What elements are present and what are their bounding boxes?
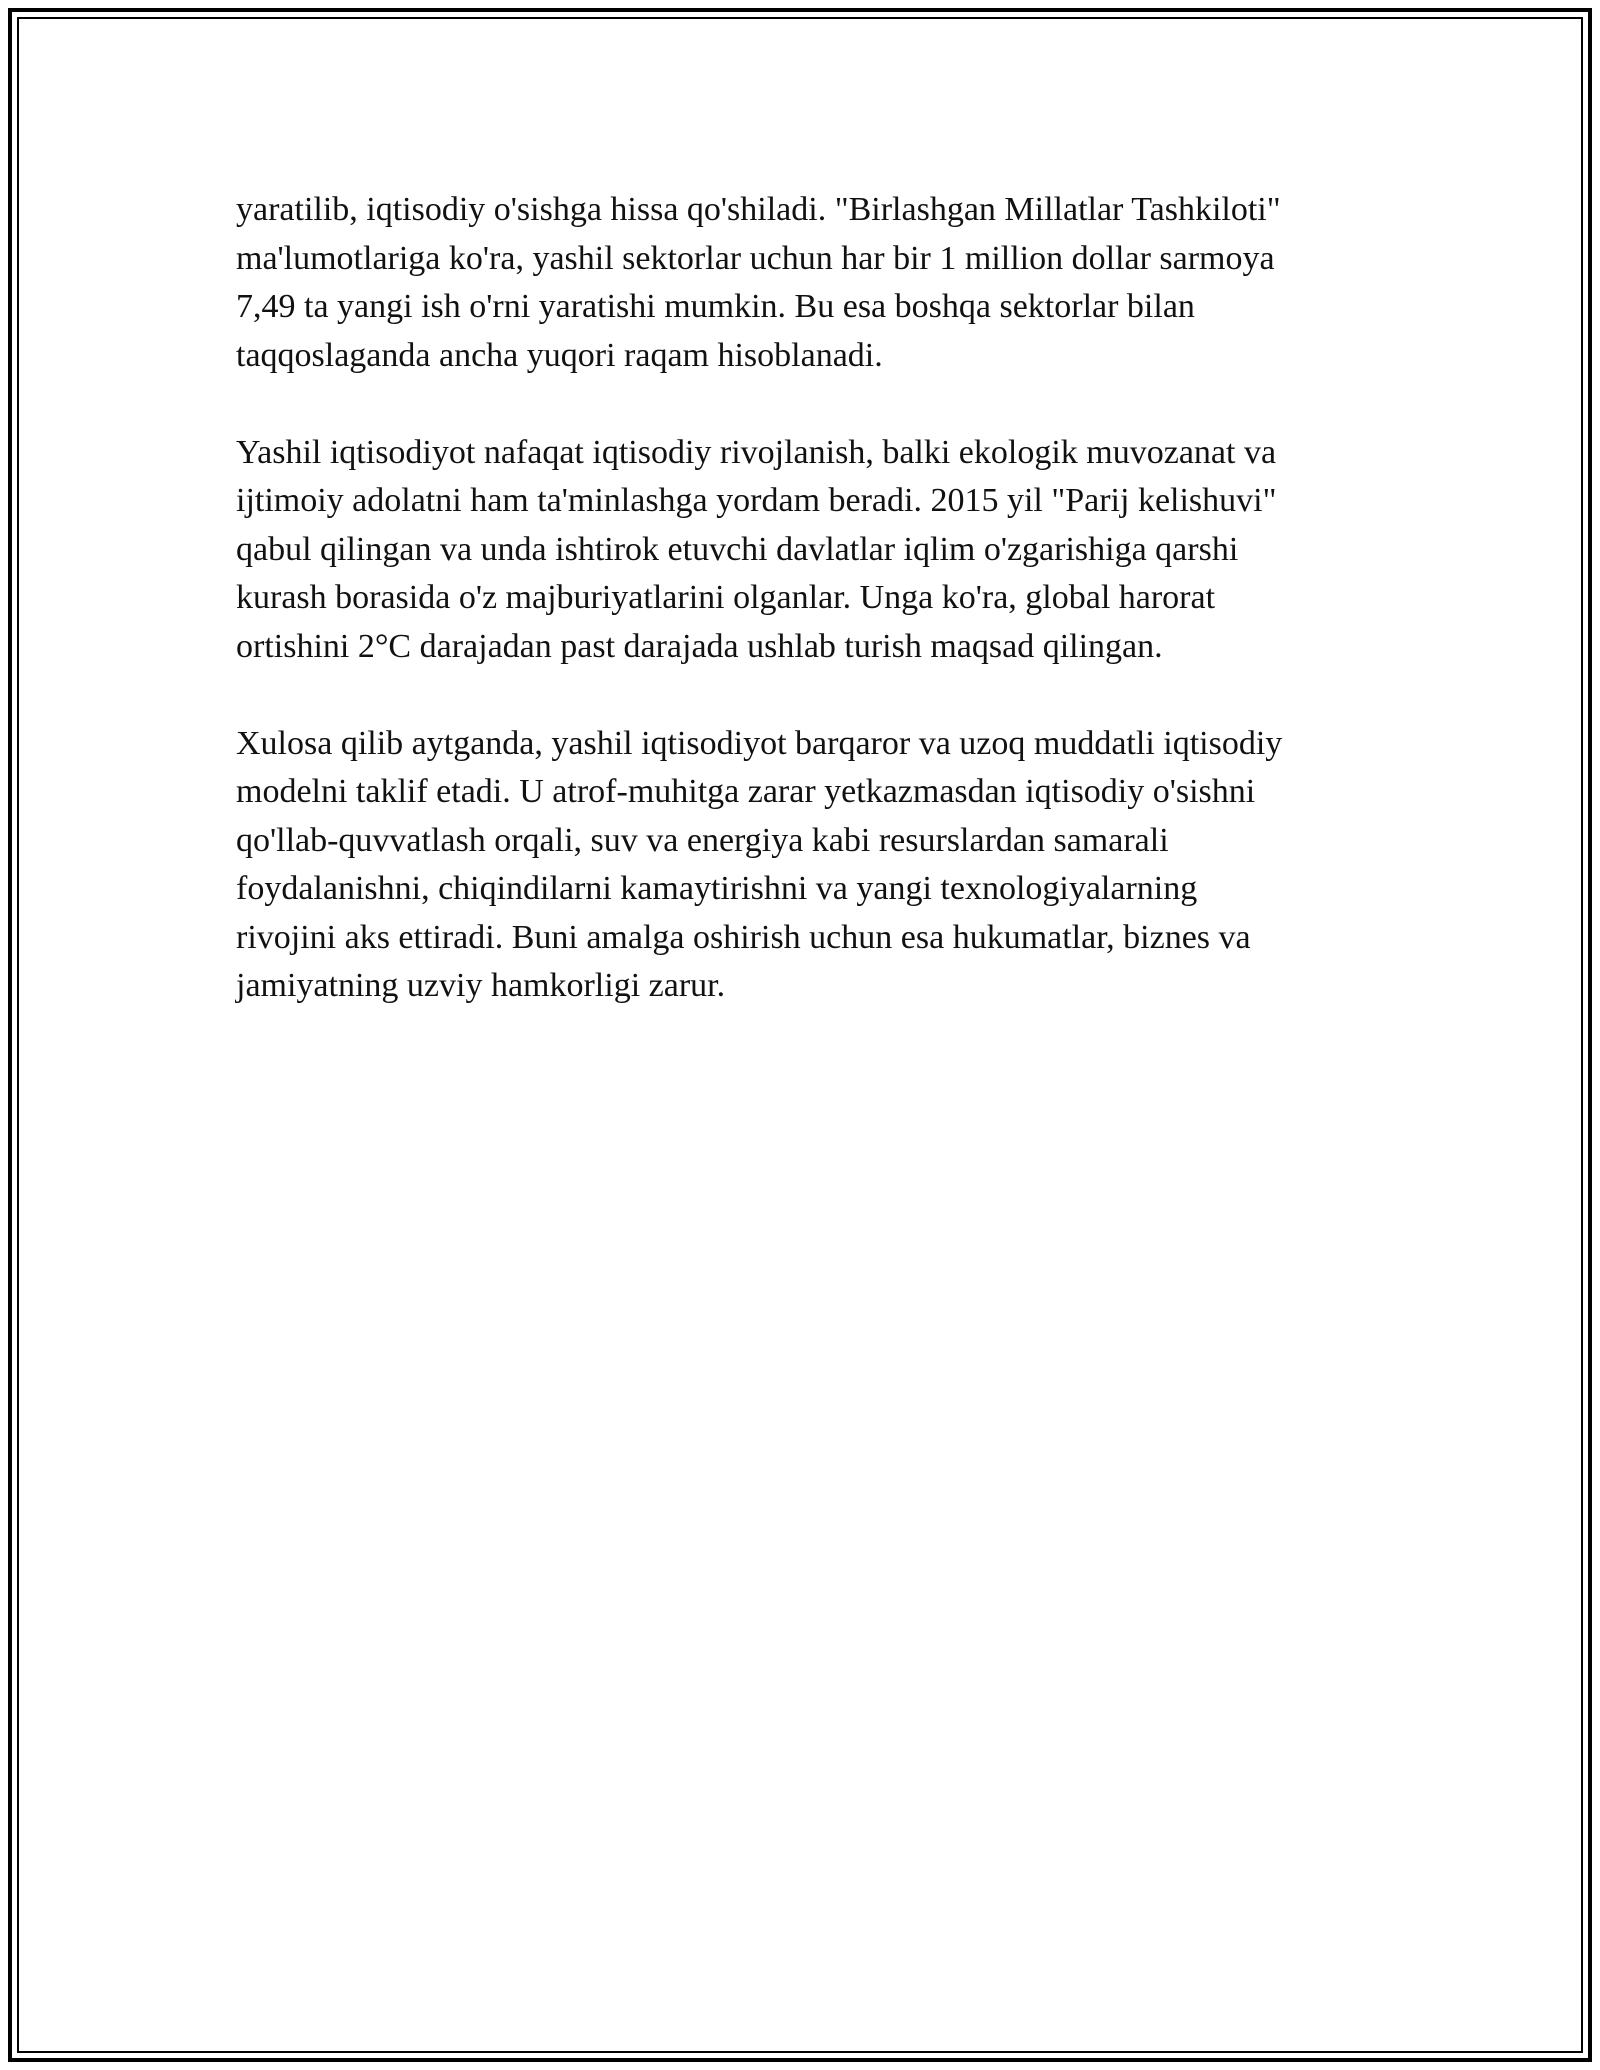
paragraph-2: Yashil iqtisodiyot nafaqat iqtisodiy rivojlanish, balki ekologik muvozanat va ijtimoiy adolatni ham ta'minlashga yordam beradi. 2015 yil "Parij kelishuvi" qabul qilingan va unda ishtirok etuvchi davlatlar iqlim o'zgarishiga qarshi kurash borasida o'z majburiyatlarini olganlar. Unga ko'ra, global harorat ortishini 2°C darajadan past darajada ushlab turish maqsad qilingan. bbox=[236, 433, 1277, 665]
document-body bbox=[236, 186, 1376, 1059]
paragraph-1: yaratilib, iqtisodiy o'sishga hissa qo'shiladi. "Birlashgan Millatlar Tashkiloti" ma'lumotlariga ko'ra, yashil sektorlar uchun har bir 1 million dollar sarmoya 7,49 ta yangi ish o'rni yaratishi mumkin. Bu esa boshqa sektorlar bilan taqqoslaganda ancha yuqori raqam hisoblanadi. bbox=[236, 191, 1281, 374]
paragraph-3: Xulosa qilib aytganda, yashil iqtisodiyot barqaror va uzoq muddatli iqtisodiy modelni taklif etadi. U atrof-muhitga zarar yetkazmasdan iqtisodiy o'sishni qo'llab-quvvatlash orqali, suv va energiya kabi resurslardan samarali foydalanishni, chiqindilarni kamaytirishni va yangi texnologiyalarning rivojini aks ettiradi. Buni amalga oshirish uchun esa hukumatlar, biznes va jamiyatning uzviy hamkorligi zarur. bbox=[236, 724, 1283, 1004]
